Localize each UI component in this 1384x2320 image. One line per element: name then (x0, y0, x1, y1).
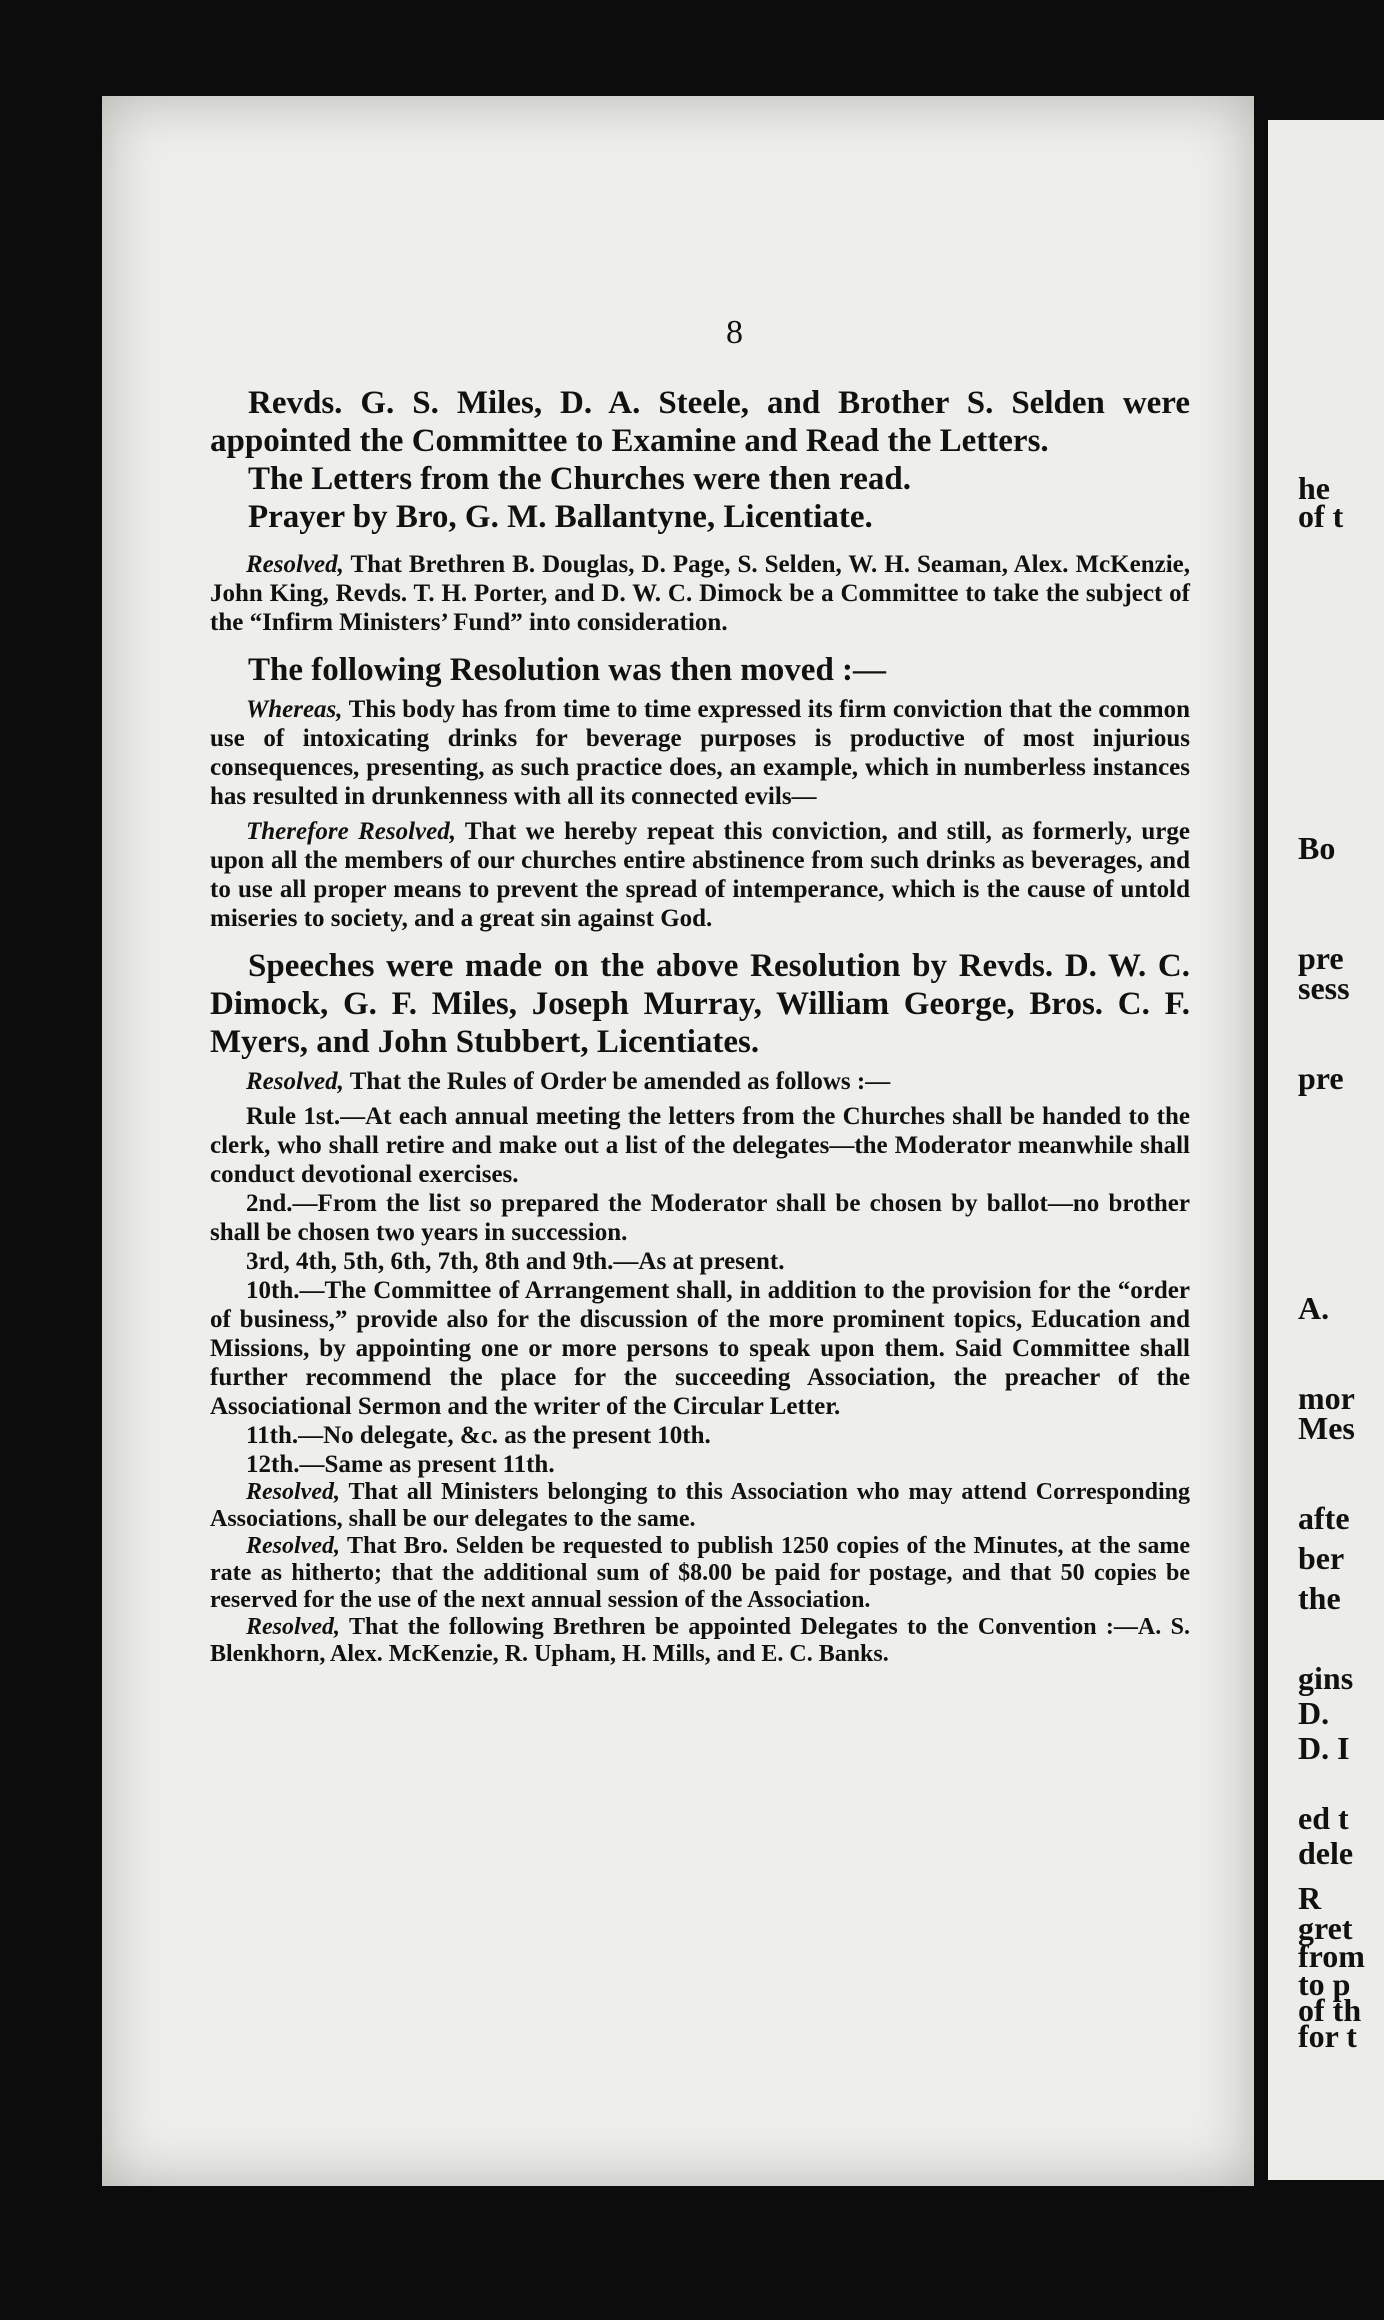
prayer-paragraph: Prayer by Bro, G. M. Ballantyne, Licentiate. (248, 499, 873, 535)
rule-1st: Rule 1st.—At each annual meeting the letters from the Churches shall be handed to the clerk, who shall retire and make out a list of the delegates—the Moderator meanwhile shall conduct devotional exercises. (210, 1103, 1190, 1188)
ministers-resolution (210, 1479, 1190, 1533)
page-number: 8 (726, 314, 743, 351)
fragment-text: A. (1298, 1290, 1330, 1326)
fragment-text: afte (1298, 1500, 1350, 1536)
therefore-resolved-label: Therefore Resolved, (246, 818, 456, 845)
rule-12th: 12th.—Same as present 11th. (246, 1451, 555, 1478)
fragment-text: the (1298, 1580, 1341, 1616)
resolution-text: That Brethren B. Douglas, D. Page, S. Selden, W. H. Seaman, Alex. McKenzie, John King, Revds. T. H. Porter, and D. W. C. Dimock be a Committee to take the subject of the “Infirm Ministers’ Fund” into consideration. (210, 551, 1190, 636)
whereas-text: This body has from time to time expressed its firm conviction that the common use of intoxicating drinks for beverage purposes is productive of most injurious consequences, presenting, as such practice does, an example, which in numberless instances has resulted in drunkenness with all its connected evils— (210, 696, 1190, 810)
fragment-text: pre (1298, 1060, 1344, 1096)
resolved-label: Resolved, (246, 1479, 340, 1505)
fragment-text: dele (1298, 1835, 1354, 1871)
fragment-text: Mes (1298, 1410, 1355, 1446)
fragment-text: gins (1298, 1660, 1354, 1696)
fragment-text: ed t (1298, 1800, 1349, 1836)
fragment-text: sess (1298, 970, 1350, 1006)
fragment-text: D. (1298, 1695, 1330, 1731)
rule-11th: 11th.—No delegate, &c. as the present 10th. (246, 1422, 711, 1449)
resolution-text: That all Ministers belonging to this Association who may attend Corresponding Associations, shall be our delegates to the same. (210, 1479, 1190, 1532)
rule-3rd-9th: 3rd, 4th, 5th, 6th, 7th, 8th and 9th.—As at present. (246, 1248, 785, 1275)
fragment-text: gret (1298, 1910, 1353, 1946)
fragment-text: D. I (1298, 1730, 1350, 1766)
fragment-text: he (1298, 470, 1330, 506)
resolved-label: Resolved, (246, 1533, 340, 1559)
adjacent-page-fragment (1268, 120, 1384, 2180)
infirm-fund-resolution (210, 550, 1190, 637)
fragment-text: of t (1298, 498, 1344, 534)
fragment-text: pre (1298, 940, 1344, 976)
therefore-resolved-text: That we hereby repeat this conviction, and still, as formerly, urge upon all the members of our churches entire abstinence from such drinks as beverages, and to use all proper means to prevent the spread of intemperance, which is the cause of untold miseries to society, and a great sin against God. (210, 818, 1190, 932)
resolution-text: That the Rules of Order be amended as follows :— (343, 1068, 891, 1095)
resolution-text: That Bro. Selden be requested to publish 1250 copies of the Minutes, at the same rate as hitherto; that the additional sum of $8.00 be paid for postage, and that 50 copies be reserved for the use of the next annual session of the Association. (210, 1533, 1190, 1613)
delegates-resolution (210, 1614, 1190, 1668)
following-resolution-heading: The following Resolution was then moved :— (248, 652, 887, 688)
resolved-label: Resolved, (246, 551, 344, 578)
fragment-text: of th (1298, 1992, 1362, 2028)
letters-read-paragraph: The Letters from the Churches were then read. (248, 461, 911, 497)
whereas-label: Whereas, (246, 696, 343, 723)
publish-resolution (210, 1533, 1190, 1614)
speeches-paragraph: Speeches were made on the above Resolution by Revds. D. W. C. Dimock, G. F. Miles, Joseph Murray, William George, Bros. C. F. Myers, and John Stubbert, Licentiates. (210, 948, 1190, 1060)
resolution-text: That the following Brethren be appointed Delegates to the Convention :—A. S. Blenkhorn, Alex. McKenzie, R. Upham, H. Mills, and E. C. Banks. (210, 1614, 1190, 1667)
whereas-paragraph (210, 695, 1190, 811)
rule-10th: 10th.—The Committee of Arrangement shall, in addition to the provision for the “order of business,” provide also for the discussion of the more prominent topics, Education and Missions, by appointing one or more persons to speak upon them. Said Committee shall further recommend the place for the succeeding Association, the preacher of the Associational Sermon and the writer of the Circular Letter. (210, 1277, 1190, 1420)
fragment-text: mor (1298, 1380, 1355, 1416)
fragment-text: from (1298, 1938, 1365, 1974)
resolved-label: Resolved, (246, 1068, 344, 1095)
resolved-label: Resolved, (246, 1614, 340, 1640)
committee-paragraph: Revds. G. S. Miles, D. A. Steele, and Brother S. Selden were appointed the Committee to Examine and Read the Letters. (210, 385, 1190, 459)
therefore-resolved-paragraph (210, 817, 1190, 933)
fragment-text: to p (1298, 1966, 1351, 2002)
fragment-text: R (1298, 1880, 1322, 1916)
fragment-text: ber (1298, 1540, 1345, 1576)
fragment-text: Bo (1298, 830, 1336, 866)
rules-resolution (210, 1067, 1190, 1096)
page-body (210, 384, 1190, 1668)
fragment-text: for t (1298, 2018, 1357, 2054)
rule-2nd: 2nd.—From the list so prepared the Moderator shall be chosen by ballot—no brother shall be chosen two years in succession. (210, 1190, 1190, 1246)
